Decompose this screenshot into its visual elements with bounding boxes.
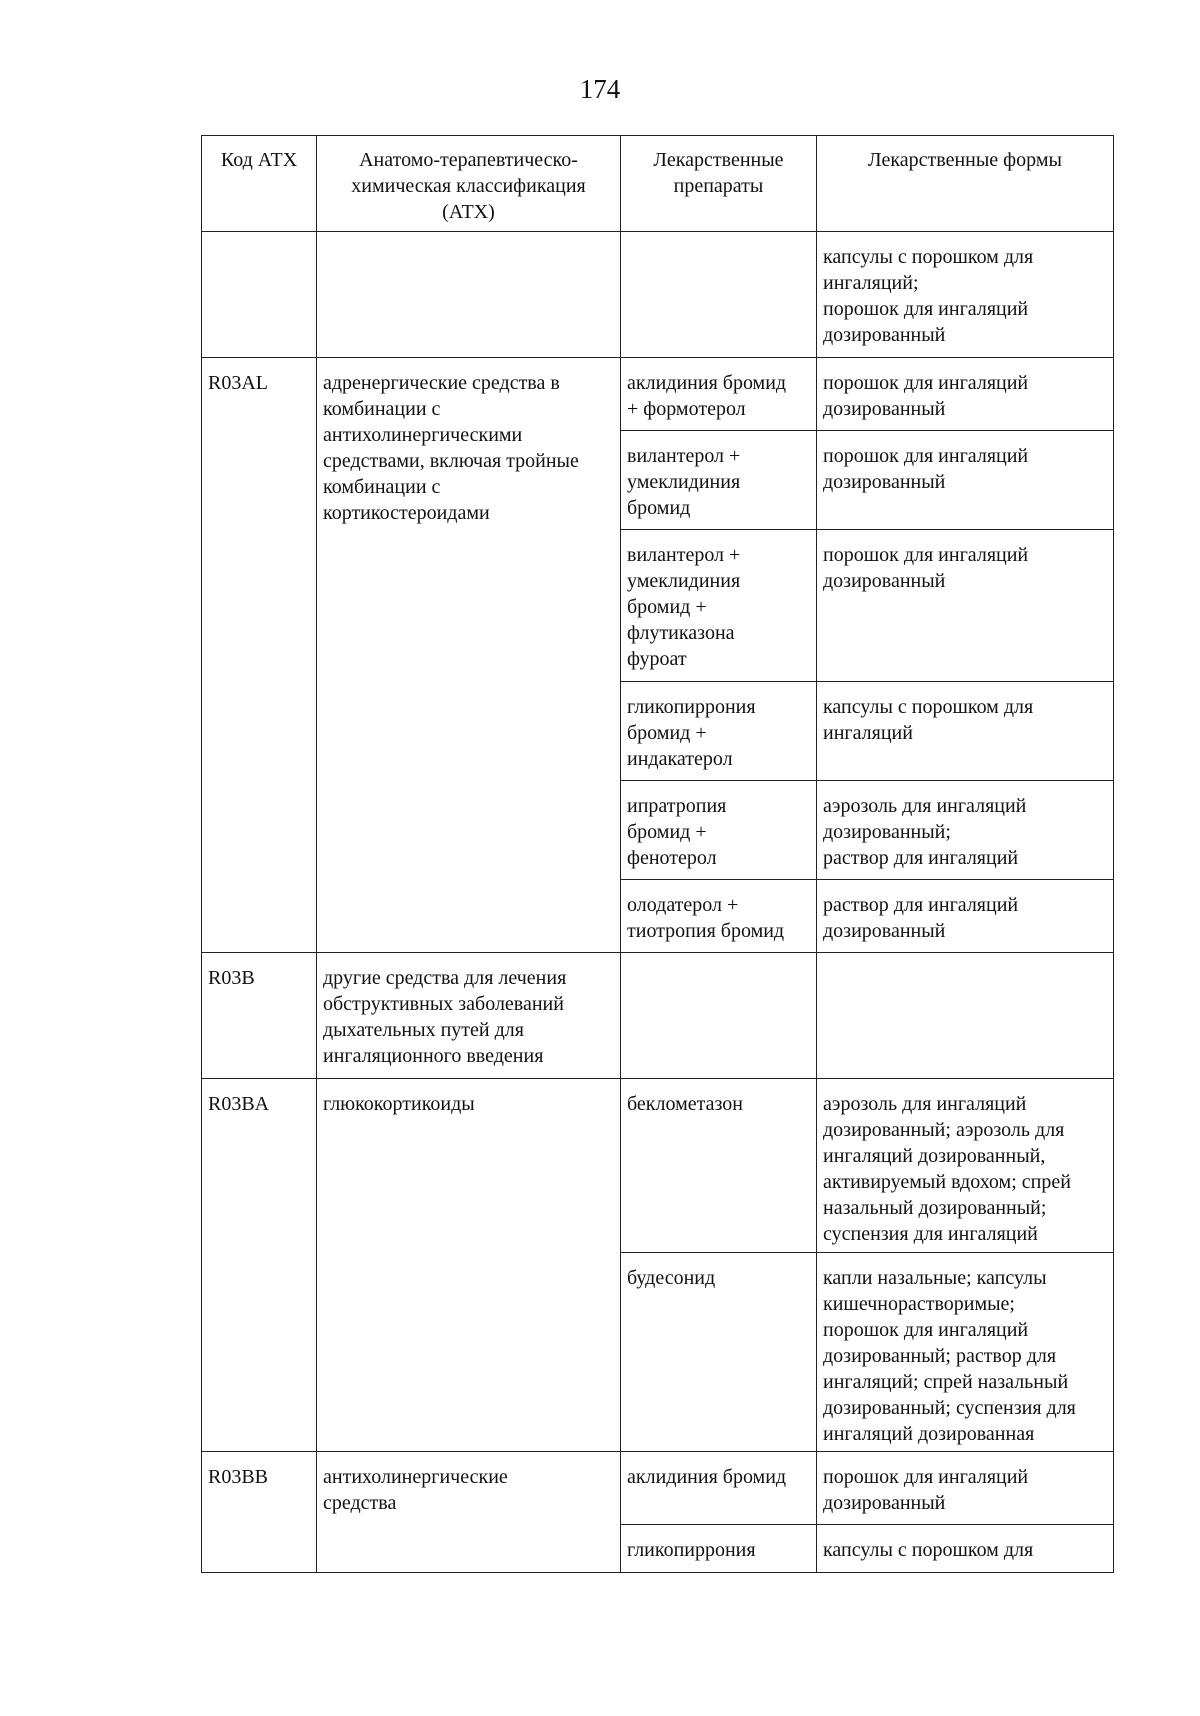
forms-cell: раствор для ингаляций дозированный bbox=[817, 880, 1114, 953]
forms-cell: аэрозоль для ингаляций дозированный; раствор для ингаляций bbox=[817, 781, 1114, 880]
drug-cell: ипратропия бромид + фенотерол bbox=[621, 781, 817, 880]
forms-cell: аэрозоль для ингаляций дозированный; аэрозоль для ингаляций дозированный, активируемый вдохом; спрей назальный дозированный; суспензия для ингаляций bbox=[817, 1079, 1114, 1253]
drug-cell: гликопиррония bbox=[621, 1525, 817, 1573]
drug-cell bbox=[621, 953, 817, 1079]
forms-cell: порошок для ингаляций дозированный bbox=[817, 431, 1114, 530]
header-drugs: Лекарственные препараты bbox=[621, 136, 817, 232]
forms-cell: капсулы с порошком для ингаляций bbox=[817, 682, 1114, 781]
code-cell bbox=[202, 232, 317, 358]
header-code: Код АТХ bbox=[202, 136, 317, 232]
table-row bbox=[202, 1079, 1114, 1253]
table-row bbox=[202, 953, 1114, 1079]
drug-cell bbox=[621, 232, 817, 358]
code-cell: R03BA bbox=[202, 1079, 317, 1452]
table-row bbox=[202, 358, 1114, 431]
header-row bbox=[202, 136, 1114, 232]
atc-table bbox=[201, 135, 1114, 1573]
forms-cell: порошок для ингаляций дозированный bbox=[817, 530, 1114, 682]
classification-cell: другие средства для лечения обструктивных заболеваний дыхательных путей для ингаляционного введения bbox=[317, 953, 621, 1079]
header-classification: Анатомо-терапевтическо- химическая классификация (АТХ) bbox=[317, 136, 621, 232]
forms-cell: капли назальные; капсулы кишечнорастворимые; порошок для ингаляций дозированный; раствор для ингаляций; спрей назальный дозированный; суспензия для ингаляций дозированная bbox=[817, 1253, 1114, 1452]
header-forms: Лекарственные формы bbox=[817, 136, 1114, 232]
drug-cell: будесонид bbox=[621, 1253, 817, 1452]
forms-cell bbox=[817, 953, 1114, 1079]
drug-cell: аклидиния бромид bbox=[621, 1452, 817, 1525]
classification-cell: антихолинергические средства bbox=[317, 1452, 621, 1573]
code-cell: R03AL bbox=[202, 358, 317, 953]
drug-cell: олодатерол + тиотропия бромид bbox=[621, 880, 817, 953]
table-row bbox=[202, 1452, 1114, 1525]
forms-cell: капсулы с порошком для ингаляций; порошок для ингаляций дозированный bbox=[817, 232, 1114, 358]
page-number: 174 bbox=[579, 74, 621, 104]
table-row bbox=[202, 232, 1114, 358]
drug-cell: вилантерол + умеклидиния бромид + флутиказона фуроат bbox=[621, 530, 817, 682]
forms-cell: порошок для ингаляций дозированный bbox=[817, 358, 1114, 431]
code-cell: R03B bbox=[202, 953, 317, 1079]
drug-cell: гликопиррония бромид + индакатерол bbox=[621, 682, 817, 781]
drug-cell: беклометазон bbox=[621, 1079, 817, 1253]
code-cell: R03BB bbox=[202, 1452, 317, 1573]
classification-cell: адренергические средства в комбинации с антихолинергическими средствами, включая тройные комбинации с кортикостероидами bbox=[317, 358, 621, 953]
drug-cell: вилантерол + умеклидиния бромид bbox=[621, 431, 817, 530]
drug-cell: аклидиния бромид + формотерол bbox=[621, 358, 817, 431]
forms-cell: порошок для ингаляций дозированный bbox=[817, 1452, 1114, 1525]
classification-cell: глюкокортикоиды bbox=[317, 1079, 621, 1452]
classification-cell bbox=[317, 232, 621, 358]
forms-cell: капсулы с порошком для bbox=[817, 1525, 1114, 1573]
